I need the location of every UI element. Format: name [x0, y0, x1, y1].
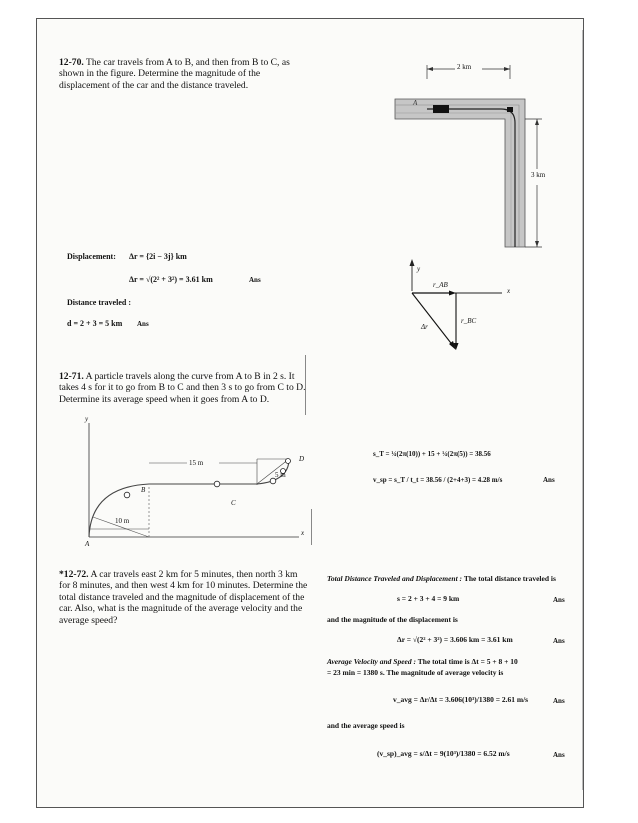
answer-marker: Ans	[249, 276, 261, 284]
point-b-label: B	[141, 486, 146, 494]
problem-12-71	[59, 371, 309, 405]
average-velocity-eq: v_avg = Δr/Δt = 3.606(10³)/1380 = 2.61 m/s	[393, 695, 529, 704]
problem-text: The car travels from A to B, and then from B to C, as shown in the figure. Determine the magnitude of the displacement of the car and the distance traveled.	[59, 57, 290, 91]
displacement-eq: Δr = √(2² + 3²) = 3.606 km = 3.61 km	[397, 635, 513, 644]
point-d-label: D	[299, 455, 305, 463]
label-2km: 2 km	[457, 63, 472, 71]
solution-12-72	[327, 574, 582, 584]
answer-marker: Ans	[553, 596, 565, 604]
average-velocity-heading	[327, 657, 582, 667]
displacement-vector-eq: Δr = {2i − 3j} km	[129, 252, 187, 261]
problem-12-72	[59, 569, 309, 626]
answer-marker: Ans	[553, 637, 565, 645]
curve-figure	[77, 419, 307, 544]
sketch-x-label: x	[507, 287, 511, 295]
total-distance-eq: s = 2 + 3 + 4 = 9 km	[397, 594, 460, 603]
label-a: A	[413, 99, 418, 107]
problem-number: 12-70.	[59, 57, 84, 68]
distance-eq: d = 2 + 3 = 5 km	[67, 319, 123, 328]
problem-text: A particle travels along the curve from A to B in 2 s. It takes 4 s for it to go from B to C and then 3 s to go from C to D. Determine its average speed when it goes from A to D.	[59, 371, 306, 405]
textbook-page	[36, 18, 584, 808]
average-speed-text: and the average speed is	[327, 721, 405, 730]
displacement-label: Displacement:	[67, 252, 116, 261]
margin-rule	[311, 509, 312, 545]
distance-label: Distance traveled :	[67, 298, 131, 307]
sketch-rab-label: r_AB	[433, 281, 448, 289]
sketch-rbc-label: r_BC	[461, 317, 477, 325]
problem-12-70	[59, 57, 309, 91]
sketch-y-label: y	[417, 265, 421, 273]
label-3km: 3 km	[531, 171, 546, 179]
curve-x-label: x	[301, 529, 305, 537]
sketch-dr-label: Δr	[421, 323, 428, 331]
problem-number: 12-71.	[59, 371, 84, 382]
magnitude-text: and the magnitude of the displacement is	[327, 615, 458, 624]
right-margin-line	[582, 30, 583, 790]
point-c-label: C	[231, 499, 236, 507]
answer-marker: Ans	[543, 476, 555, 484]
margin-rule	[305, 355, 306, 415]
answer-marker: Ans	[553, 697, 565, 705]
time-line: = 23 min = 1380 s. The magnitude of average velocity is	[327, 668, 504, 677]
solution-heading: Total Distance Traveled and Displacement :	[327, 574, 463, 583]
label-15m: 15 m	[189, 459, 204, 467]
solution-heading-rest: The total distance traveled is	[463, 574, 556, 583]
answer-marker: Ans	[137, 320, 149, 328]
label-5m: 5 m	[275, 471, 286, 479]
total-distance-eq: s_T = ¼(2π(10)) + 15 + ¼(2π(5)) = 38.56	[373, 450, 491, 458]
average-speed-eq: v_sp = s_T / t_t = 38.56 / (2+4+3) = 4.28 m/s	[373, 476, 503, 484]
curve-y-label: y	[85, 415, 89, 423]
heading-2: Average Velocity and Speed :	[327, 657, 417, 666]
average-speed-eq: (v_sp)_avg = s/Δt = 9(10³)/1380 = 6.52 m/s	[377, 749, 510, 758]
answer-marker: Ans	[553, 751, 565, 759]
displacement-magnitude-eq: Δr = √(2² + 3²) = 3.61 km	[129, 275, 213, 284]
problem-text: A car travels east 2 km for 5 minutes, then north 3 km for 8 minutes, and then west 4 km for 10 minutes. Determine the total distance traveled and the magnitude of displacement of the car. Also, what is the magnitude of the average velocity and the average speed?	[59, 569, 308, 626]
label-10m: 10 m	[115, 517, 130, 525]
point-a-label: A	[85, 540, 90, 548]
heading-2-rest: The total time is Δt = 5 + 8 + 10	[417, 657, 518, 666]
problem-number: *12-72.	[59, 569, 89, 580]
road-figure	[377, 57, 557, 252]
